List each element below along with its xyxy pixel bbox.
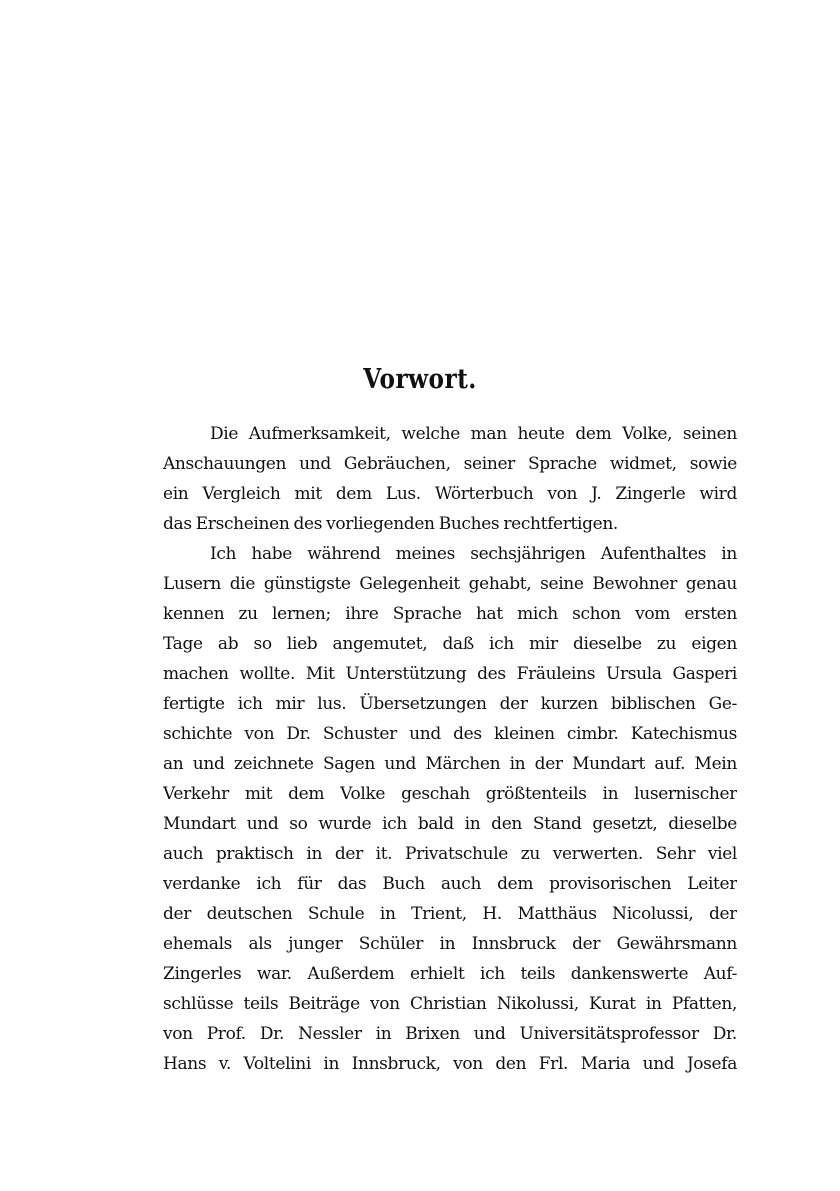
text-line: ehemals als junger Schüler in Innsbruck der Gewährsmann xyxy=(163,934,737,954)
text-line: Anschauungen und Gebräuchen, seiner Sprache widmet, sowie xyxy=(163,454,737,474)
text-line: an und zeichnete Sagen und Märchen in der Mundart auf. Mein xyxy=(163,754,737,774)
page-title: Vorwort. xyxy=(363,364,477,395)
text-line: verdanke ich für das Buch auch dem provisorischen Leiter xyxy=(163,874,737,894)
body-text xyxy=(163,419,737,1079)
text-line-paragraph-1-start: Die Aufmerksamkeit, welche man heute dem Volke, seinen xyxy=(210,424,737,444)
text-line: Zingerles war. Außerdem erhielt ich teils dankenswerte Auf- xyxy=(163,964,737,984)
text-line: schichte von Dr. Schuster und des kleinen cimbr. Katechismus xyxy=(163,724,737,744)
text-line: kennen zu lernen; ihre Sprache hat mich schon vom ersten xyxy=(163,604,737,624)
text-line: von Prof. Dr. Nessler in Brixen und Universitätsprofessor Dr. xyxy=(163,1024,737,1044)
text-line: fertigte ich mir lus. Übersetzungen der kurzen biblischen Ge- xyxy=(163,694,737,714)
text-line-paragraph-2-start: Ich habe während meines sechsjährigen Aufenthaltes in xyxy=(210,544,737,564)
text-line: Lusern die günstigste Gelegenheit gehabt, seine Bewohner genau xyxy=(163,574,737,594)
text-line: auch praktisch in der it. Privatschule zu verwerten. Sehr viel xyxy=(163,844,737,864)
text-line: Mundart und so wurde ich bald in den Stand gesetzt, dieselbe xyxy=(163,814,737,834)
text-line-paragraph-1-end: das Erscheinen des vorliegenden Buches rechtfertigen. xyxy=(163,514,618,534)
text-line: machen wollte. Mit Unterstützung des Fräuleins Ursula Gasperi xyxy=(163,664,737,684)
text-line: Tage ab so lieb angemutet, daß ich mir dieselbe zu eigen xyxy=(163,634,737,654)
text-line: ein Vergleich mit dem Lus. Wörterbuch von J. Zingerle wird xyxy=(163,484,737,504)
text-line: schlüsse teils Beiträge von Christian Nikolussi, Kurat in Pfatten, xyxy=(163,994,737,1014)
text-line: Hans v. Voltelini in Innsbruck, von den Frl. Maria und Josefa xyxy=(163,1054,737,1074)
text-line: Verkehr mit dem Volke geschah größtenteils in lusernischer xyxy=(163,784,737,804)
text-line: der deutschen Schule in Trient, H. Matthäus Nicolussi, der xyxy=(163,904,737,924)
